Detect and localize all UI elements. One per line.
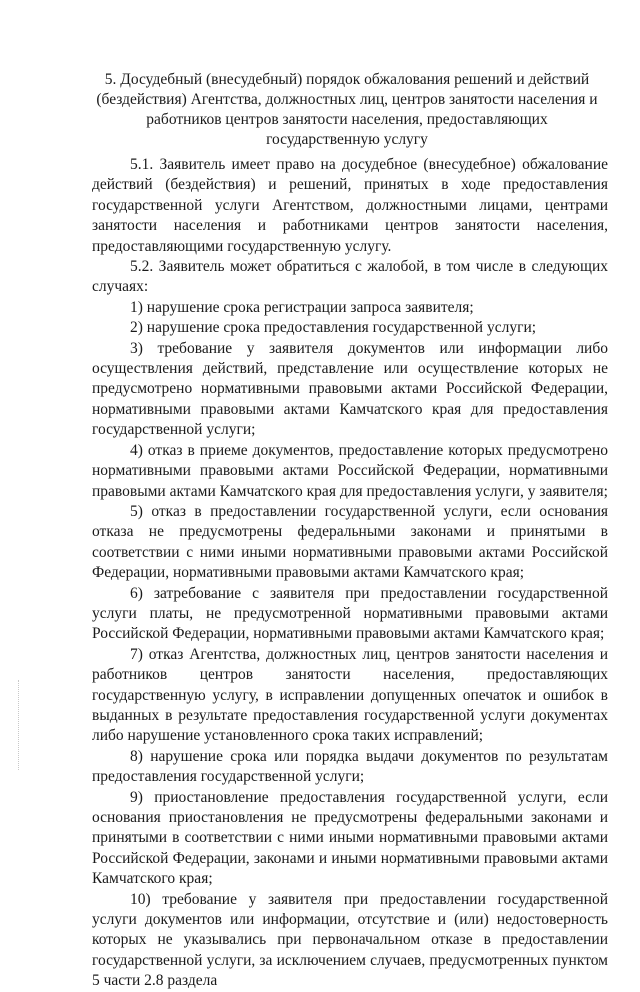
list-item-10: 10) требование у заявителя при предоставлении государственной услуги документов или информации, отсутствие и (или) недостоверность которых не указывались при первоначальном отказе в предоставлении государственной услуги, за исключением случаев, предусмотренных пунктом 5 части 2.8 раздела [92,890,608,990]
list-item-4: 4) отказ в приеме документов, предоставление которых предусмотрено нормативными правовыми актами Российской Федерации, нормативными правовыми актами Камчатского края для предоставления услуги, у заявителя; [92,441,608,500]
paragraph-5-2: 5.2. Заявитель может обратиться с жалобой, в том числе в следующих случаях: [92,258,608,296]
list-item-1: 1) нарушение срока регистрации запроса заявителя; [130,298,474,316]
list-item-2: 2) нарушение срока предоставления государственной услуги; [130,319,537,337]
list-item-7: 7) отказ Агентства, должностных лиц, центров занятости населения и работников центров занятости населения, предоставляющих государственную услугу, в исправлении допущенных опечаток и ошибок в выданных в результате предоставления государственной услуги документах либо нарушение установленного срока таких исправлений; [92,645,608,745]
list-item-9: 9) приостановление предоставления государственной услуги, если основания приостановления не предусмотрены федеральными законами и принятыми в соответствии с ними иными нормативными правовыми актами Российской Федерации, законами и иными нормативными правовыми актами Камчатского края; [92,788,608,888]
paragraph-5-1: 5.1. Заявитель имеет право на досудебное (внесудебное) обжалование действий (бездействия) и решений, принятых в ходе предоставления государственной услуги Агентством, должностными лицами, центрами занятости населения и работниками центров занятости населения, предоставляющими государственную услугу. [92,156,608,255]
list-item-5: 5) отказ в предоставлении государственной услуги, если основания отказа не предусмотрены федеральными законами и принятыми в соответствии с ними иными нормативными правовыми актами Российской Федерации, нормативными правовыми актами Камчатского края; [92,502,608,582]
list-item-6: 6) затребование с заявителя при предоставлении государственной услуги платы, не предусмотренной нормативными правовыми актами Российской Федерации, нормативными правовыми актами Камчатского края; [92,584,608,643]
section-heading: 5. Досудебный (внесудебный) порядок обжалования решений и действий (бездействия) Агентства, должностных лиц, центров занятости населения и работников центров занятости населения, предоставляющих государственную услугу [96,71,598,148]
scan-margin-artifact [18,680,20,770]
list-item-3: 3) требование у заявителя документов или информации либо осуществления действий, представление или осуществление которых не предусмотрено нормативными правовыми актами Российской Федерации, нормативными правовыми актами Камчатского края для предоставления государственной услуги; [92,339,608,439]
document-body [92,155,608,992]
list-item-8: 8) нарушение срока или порядка выдачи документов по результатам предоставления государственной услуги; [92,747,608,786]
